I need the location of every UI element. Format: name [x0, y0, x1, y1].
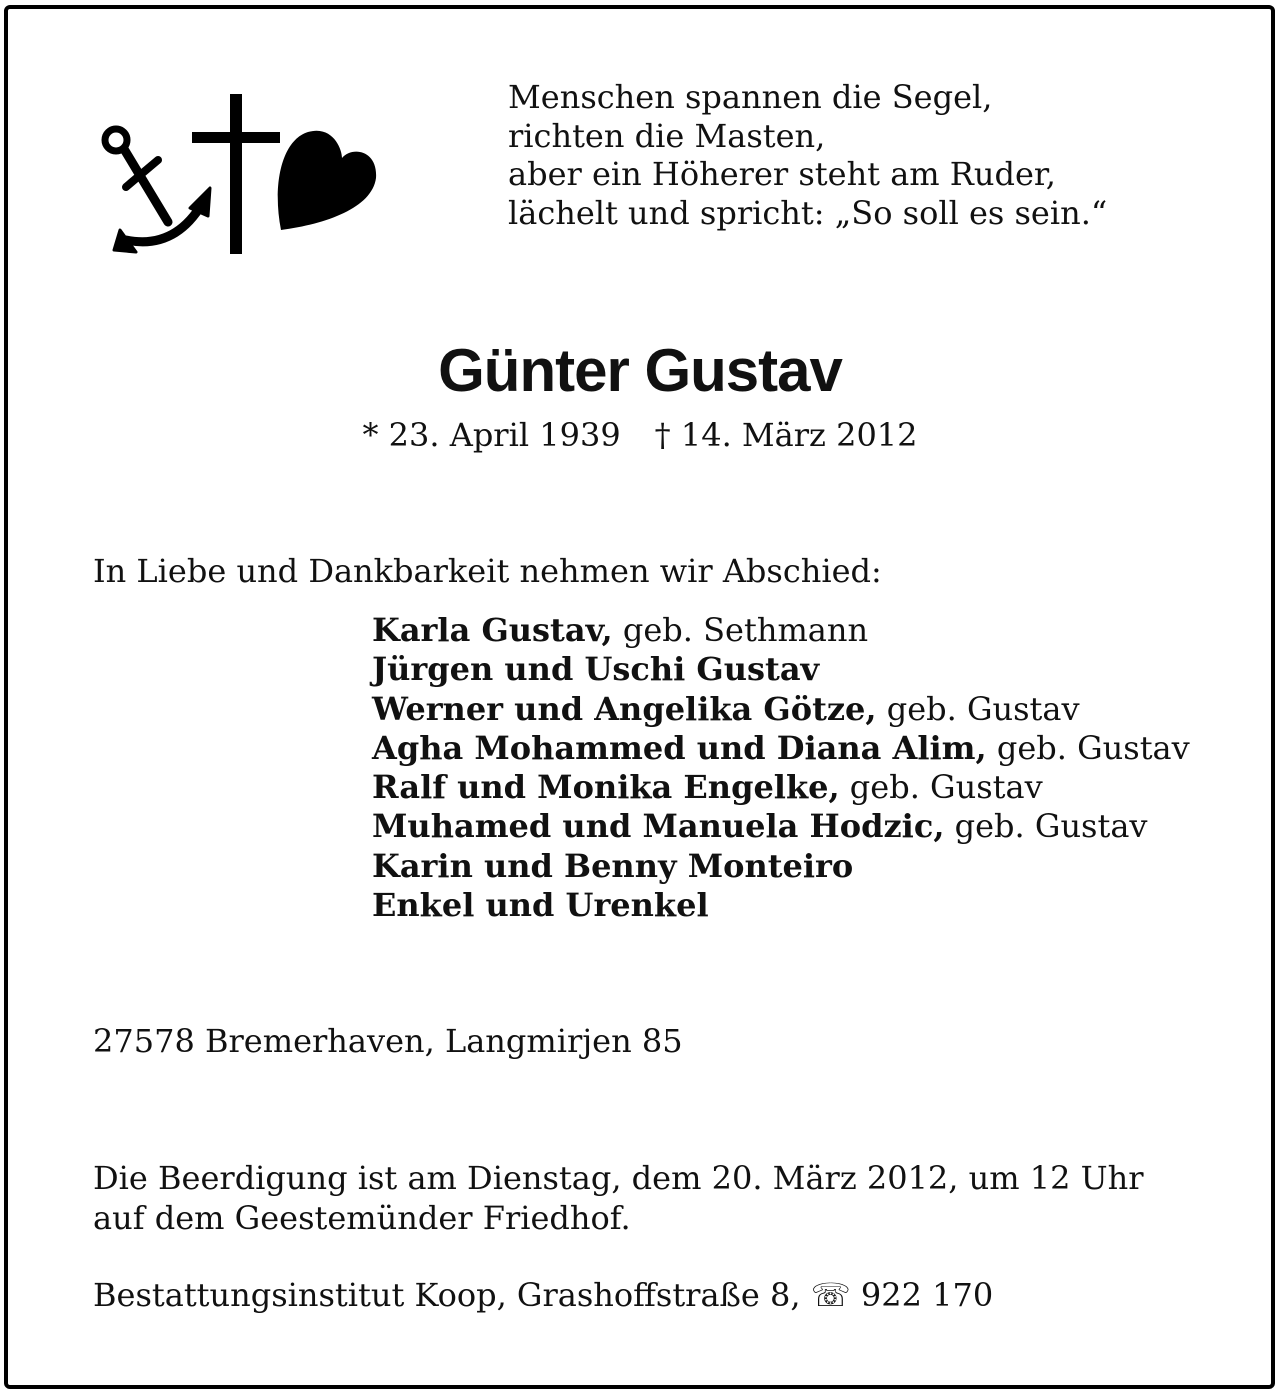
- mourner-line: [372, 729, 1190, 768]
- mourners-list: [372, 611, 1190, 925]
- poem-line: lächelt und spricht: „So soll es sein.“: [508, 193, 1108, 232]
- mourner-name: Karin und Benny Monteiro: [372, 846, 854, 885]
- mourner-line: [372, 807, 1190, 846]
- poem-line: Menschen spannen die Segel,: [508, 78, 993, 116]
- poem-line: richten die Masten,: [508, 116, 826, 155]
- life-dates: [0, 416, 1280, 454]
- mourner-line: [372, 650, 1190, 689]
- funeral-line: auf dem Geestemünder Friedhof.: [93, 1199, 631, 1237]
- mourner-name: Werner und Angelika Götze,: [372, 689, 877, 728]
- cross-icon: [192, 94, 280, 254]
- mourner-name: Karla Gustav,: [372, 611, 613, 649]
- undertaker-info: Bestattungsinstitut Koop, Grashoffstraße 8, ☏ 922 170: [93, 1276, 994, 1314]
- death-date: † 14. März 2012: [654, 416, 918, 454]
- mourner-line: [372, 886, 1190, 925]
- mourner-note: geb. Sethmann: [612, 611, 869, 649]
- mourner-note: geb. Gustav: [944, 807, 1148, 846]
- mourner-line: [372, 611, 1190, 650]
- funeral-line: Die Beerdigung ist am Dienstag, dem 20. März 2012, um 12 Uhr: [93, 1159, 1144, 1197]
- farewell-intro: In Liebe und Dankbarkeit nehmen wir Abschied:: [93, 552, 882, 590]
- mourner-line: [372, 847, 1190, 886]
- mourner-name: Muhamed und Manuela Hodzic,: [372, 807, 945, 846]
- faith-love-hope-symbols: [96, 92, 378, 260]
- birth-date: * 23. April 1939: [362, 416, 621, 454]
- mourner-note: geb. Gustav: [876, 689, 1080, 728]
- poem: [508, 78, 1107, 232]
- mourner-note: geb. Gustav: [986, 728, 1190, 767]
- funeral-info: [93, 1158, 1144, 1238]
- mourner-name: Enkel und Urenkel: [372, 886, 709, 925]
- poem-line: aber ein Höherer steht am Ruder,: [508, 155, 1056, 193]
- heart-icon: [278, 131, 376, 230]
- mourner-name: Ralf und Monika Engelke,: [372, 768, 840, 807]
- deceased-name: Günter Gustav: [438, 337, 842, 404]
- family-address: 27578 Bremerhaven, Langmirjen 85: [93, 1022, 683, 1060]
- mourner-line: [372, 768, 1190, 807]
- mourner-note: geb. Gustav: [839, 768, 1043, 807]
- mourner-name: Jürgen und Uschi Gustav: [372, 650, 820, 689]
- mourner-name: Agha Mohammed und Diana Alim,: [372, 728, 987, 767]
- anchor-icon: [105, 129, 210, 252]
- mourner-line: [372, 690, 1190, 729]
